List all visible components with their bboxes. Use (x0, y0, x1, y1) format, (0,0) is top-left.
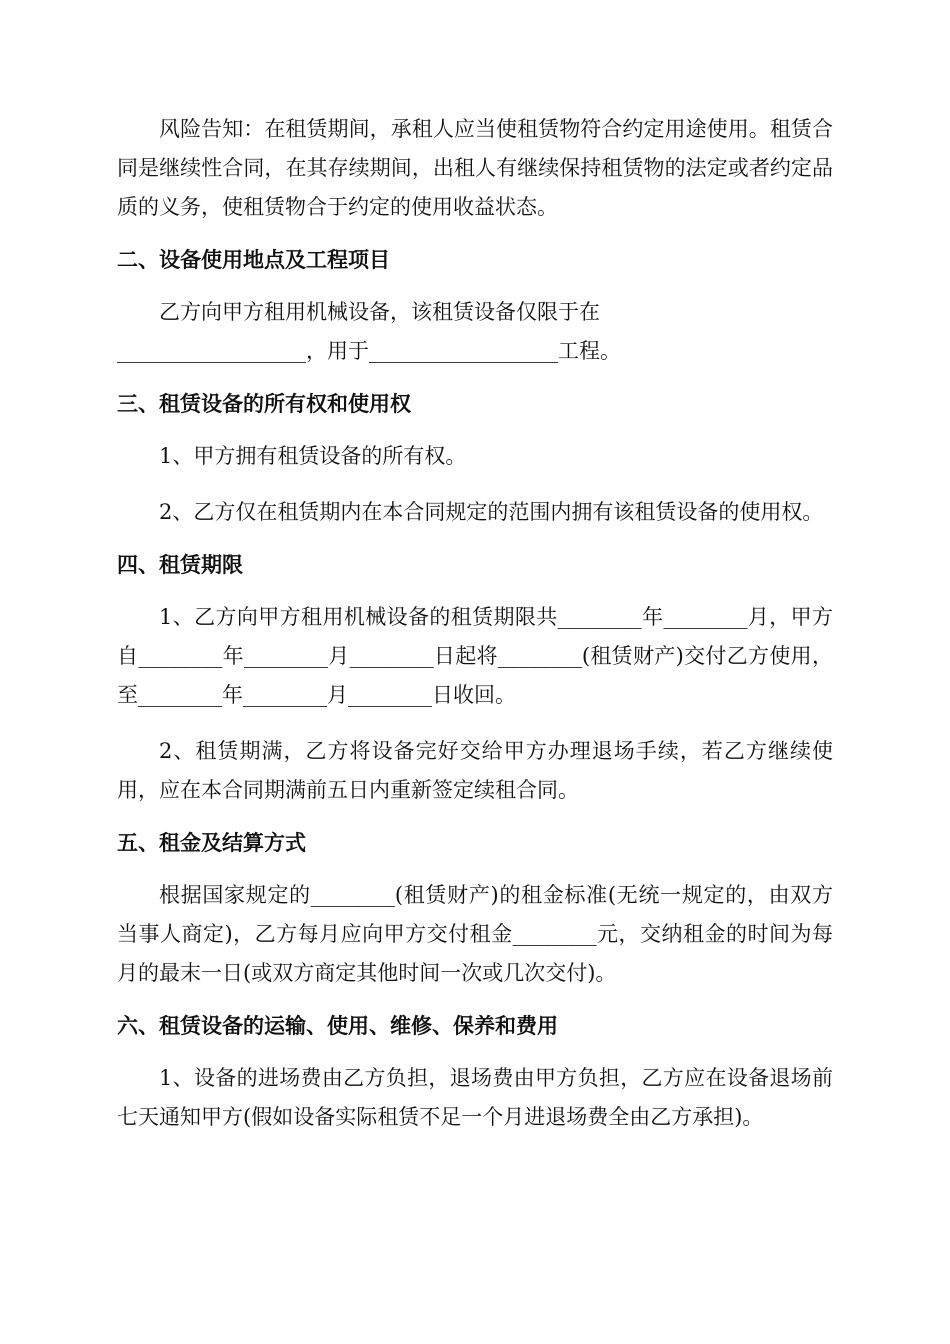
risk-notice-paragraph: 风险告知：在租赁期间，承租人应当使租赁物符合约定用途使用。租赁合同是继续性合同，在其存续期间，出租人有继续保持租赁物的法定或者约定品质的义务，使租赁物合于约定的使用收益状态。 (117, 117, 833, 219)
section-3-heading: 三、租赁设备的所有权和使用权 (117, 391, 411, 416)
section-6-heading: 六、租赁设备的运输、使用、维修、保养和费用 (117, 1013, 558, 1038)
document-body (117, 110, 833, 1154)
section-3-paragraph-2: 2、乙方仅在租赁期内在本合同规定的范围内拥有该租赁设备的使用权。 (159, 500, 824, 524)
section-2-heading: 二、设备使用地点及工程项目 (117, 247, 390, 272)
section-2-paragraph (117, 293, 833, 371)
section-2-line-2: __________________，用于__________________工程。 (117, 339, 621, 363)
section-5-paragraph-1: 根据国家规定的________(租赁财产)的租金标准(无统一规定的，由双方当事人商定)，乙方每月应向甲方交付租金________元，交纳租金的时间为每月的最末一日(或双方商定其他时间一次或几次交付)。 (117, 883, 833, 985)
section-3-paragraph-1: 1、甲方拥有租赁设备的所有权。 (159, 444, 467, 468)
section-6-paragraph-1: 1、设备的进场费由乙方负担，退场费由甲方负担，乙方应在设备退场前七天通知甲方(假如设备实际租赁不足一个月进退场费全由乙方承担)。 (117, 1066, 833, 1129)
section-5-heading: 五、租金及结算方式 (117, 830, 306, 855)
section-2-line-1: 乙方向甲方租用机械设备，该租赁设备仅限于在 (159, 300, 600, 324)
section-4-paragraph-2: 2、租赁期满，乙方将设备完好交给甲方办理退场手续，若乙方继续使用，应在本合同期满前五日内重新签定续租合同。 (117, 739, 833, 802)
section-4-heading: 四、租赁期限 (117, 552, 243, 577)
section-4-paragraph-1: 1、乙方向甲方租用机械设备的租赁期限共________年________月，甲方自________年________月________日起将________(租赁财产)交付乙方使用，至________年________月________日收回。 (117, 605, 833, 707)
